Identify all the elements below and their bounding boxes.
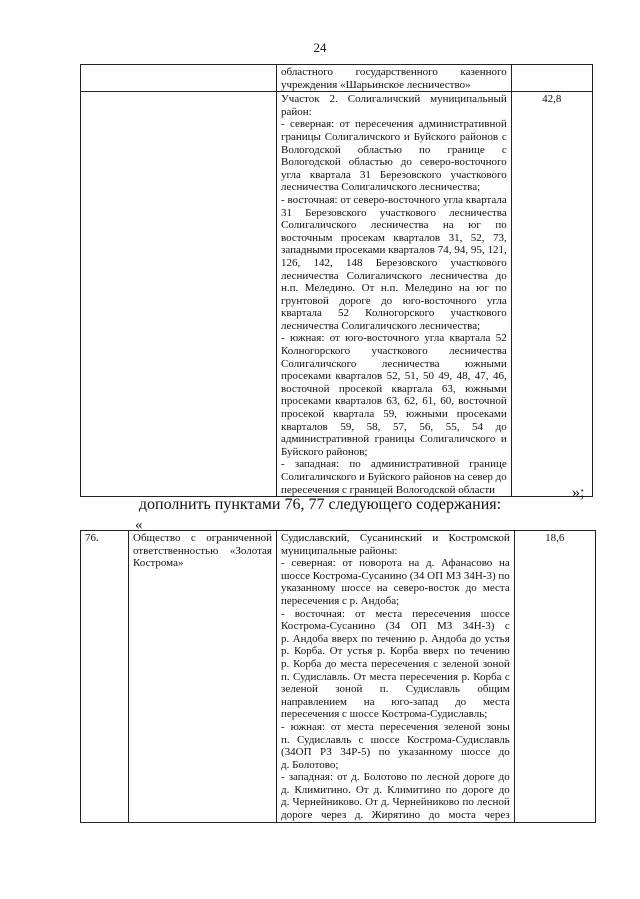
text-line: угла квартала 31 Березовского участкового (281, 168, 507, 181)
text-line: восточной просекой квартала 63, южными (281, 382, 507, 395)
text-line: пересечения с границей Вологодской области (281, 483, 496, 496)
text-line: границы Солигаличского и Буйского районов с (281, 130, 507, 143)
text-line: областного государственного казенного (281, 66, 507, 78)
text-line: учреждения «Шарьинское лесничество» (281, 78, 471, 91)
text-line: п. Судиславль с шоссе Кострома-Судиславль (281, 733, 510, 746)
closing-quote: »; (572, 484, 585, 501)
text-line: - западная: от д. Болотово по лесной дороге до (281, 771, 510, 784)
text-line: кварталов 59, 58, 57, 56, 55, 54 до (281, 420, 507, 433)
page-number: 24 (313, 40, 327, 55)
text-line: квартала 52 Колногорского участкового (281, 307, 507, 320)
text-line: район: (281, 105, 312, 118)
text-line: шоссе Кострома-Сусанино (34 ОП МЗ 34Н-3) по (281, 569, 510, 582)
text-line: лесничества Солигаличского лесничества до (281, 269, 507, 282)
text-line: зеленой зоной п. Судиславль общим (281, 683, 510, 696)
text-line: р. Корба до места пересечения с зеленой зоной (281, 657, 510, 670)
text-line: п. Судиславль. От места пересечения р. Корба с (281, 670, 510, 683)
zones-table-continued (80, 64, 593, 497)
text-line: р. Андоба вверх по течению р. Андоба до устья (281, 632, 510, 645)
text-line: 31 Березовского участкового лесничества (281, 206, 507, 219)
amendment-text: дополнить пунктами 76, 77 следующего содержания: (138, 496, 502, 513)
text-line: д. Климитино. От д. Климитино по дороге до (281, 783, 510, 796)
empty-cell (511, 65, 592, 92)
text-line: - западная: по административной границе (281, 458, 507, 471)
text-line: направлением на юго-запад до места (281, 695, 510, 708)
text-line: - восточная: от места пересечения шоссе (281, 607, 510, 620)
text-line: д. Чернейниково. От д. Чернейниково по лесной (281, 796, 510, 809)
text-line: Буйского районов; (281, 445, 368, 458)
text-line: - северная: от пересечения административной (281, 118, 507, 131)
text-line: Кострома-Сусанино (34 ОП МЗ 34Н-3) с (281, 620, 510, 633)
zones-table-new-rows (80, 530, 596, 823)
text-line: Солигаличского лесничества южными (281, 357, 507, 370)
text-line: Вологодской областью по границе с (281, 143, 507, 156)
table-row (81, 531, 596, 823)
row-number: 76. (81, 531, 129, 823)
text-line: Судиславский, Сусанинский и Костромской (281, 532, 510, 544)
text-line: д. Болотово; (281, 758, 339, 771)
text-line: просеками кварталов 63, 62, 61, 60, восточной (281, 395, 507, 408)
text-line: (34ОП РЗ 34Р-5) по указанному шоссе до (281, 746, 510, 759)
text-line: - южная: от места пересечения зеленой зоны (281, 720, 510, 733)
text-line: - восточная: от северо-восточного угла квартала (281, 193, 507, 206)
text-line: западными просеками кварталов 74, 94, 95, 121, (281, 244, 507, 257)
text-line: пересечения с шоссе Кострома-Судиславль; (281, 708, 488, 721)
text-line: Участок 2. Солигаличский муниципальный (281, 93, 507, 106)
text-line: указанному шоссе на северо-восток до места (281, 582, 510, 595)
opening-quote: « (135, 517, 143, 533)
text-line: Вологодской областью до северо-восточного (281, 156, 507, 169)
table-row (81, 92, 593, 497)
text-line: р. Корба. От устья р. Корба вверх по течению (281, 645, 510, 658)
text-line: административной границы Солигаличского и (281, 433, 507, 446)
empty-cell (81, 92, 277, 497)
organization-name (129, 531, 277, 823)
text-line: восточным просекам кварталов 31, 52, 73, (281, 231, 507, 244)
text-line: лесничества Солигаличского лесничества; (281, 181, 481, 194)
text-line: просекой квартала 59, южными просеками (281, 408, 507, 421)
text-line: ответственностью «Золотая (133, 544, 272, 557)
org-name-continuation (277, 65, 512, 92)
text-line: просеками кварталов 52, 51, 50 49, 48, 47, 46, (281, 370, 507, 383)
text-line: пересечения с р. Андоба; (281, 594, 400, 607)
text-line: грунтовой дороге до юго-восточного угла (281, 294, 507, 307)
area-value: 42,8 (511, 92, 592, 497)
empty-cell (81, 65, 277, 92)
text-line: муниципальные районы: (281, 544, 398, 557)
text-line: Солигаличского и Буйского районов на север до (281, 471, 507, 483)
section-2-description (277, 92, 512, 497)
zone-description (277, 531, 515, 823)
text-line: Общество с ограниченной (133, 532, 272, 544)
text-line: Солигаличского лесничества на юг по (281, 219, 507, 232)
text-line: Колногорского участкового лесничества (281, 345, 507, 358)
text-line: н.п. Меледино. От н.п. Меледино на юг по (281, 282, 507, 295)
text-line: - северная: от поворота на д. Афанасово на (281, 557, 510, 570)
text-line: 126, 142, 148 Березовского участкового (281, 256, 507, 269)
text-line: лесничества Солигаличского лесничества; (281, 319, 481, 332)
table-row (81, 65, 593, 92)
text-line: дороге через д. Жирятино до моста через (281, 809, 510, 822)
text-line: Кострома» (133, 557, 184, 570)
area-value: 18,6 (514, 531, 595, 823)
text-line: - южная: от юго-восточного угла квартала 52 (281, 332, 507, 345)
